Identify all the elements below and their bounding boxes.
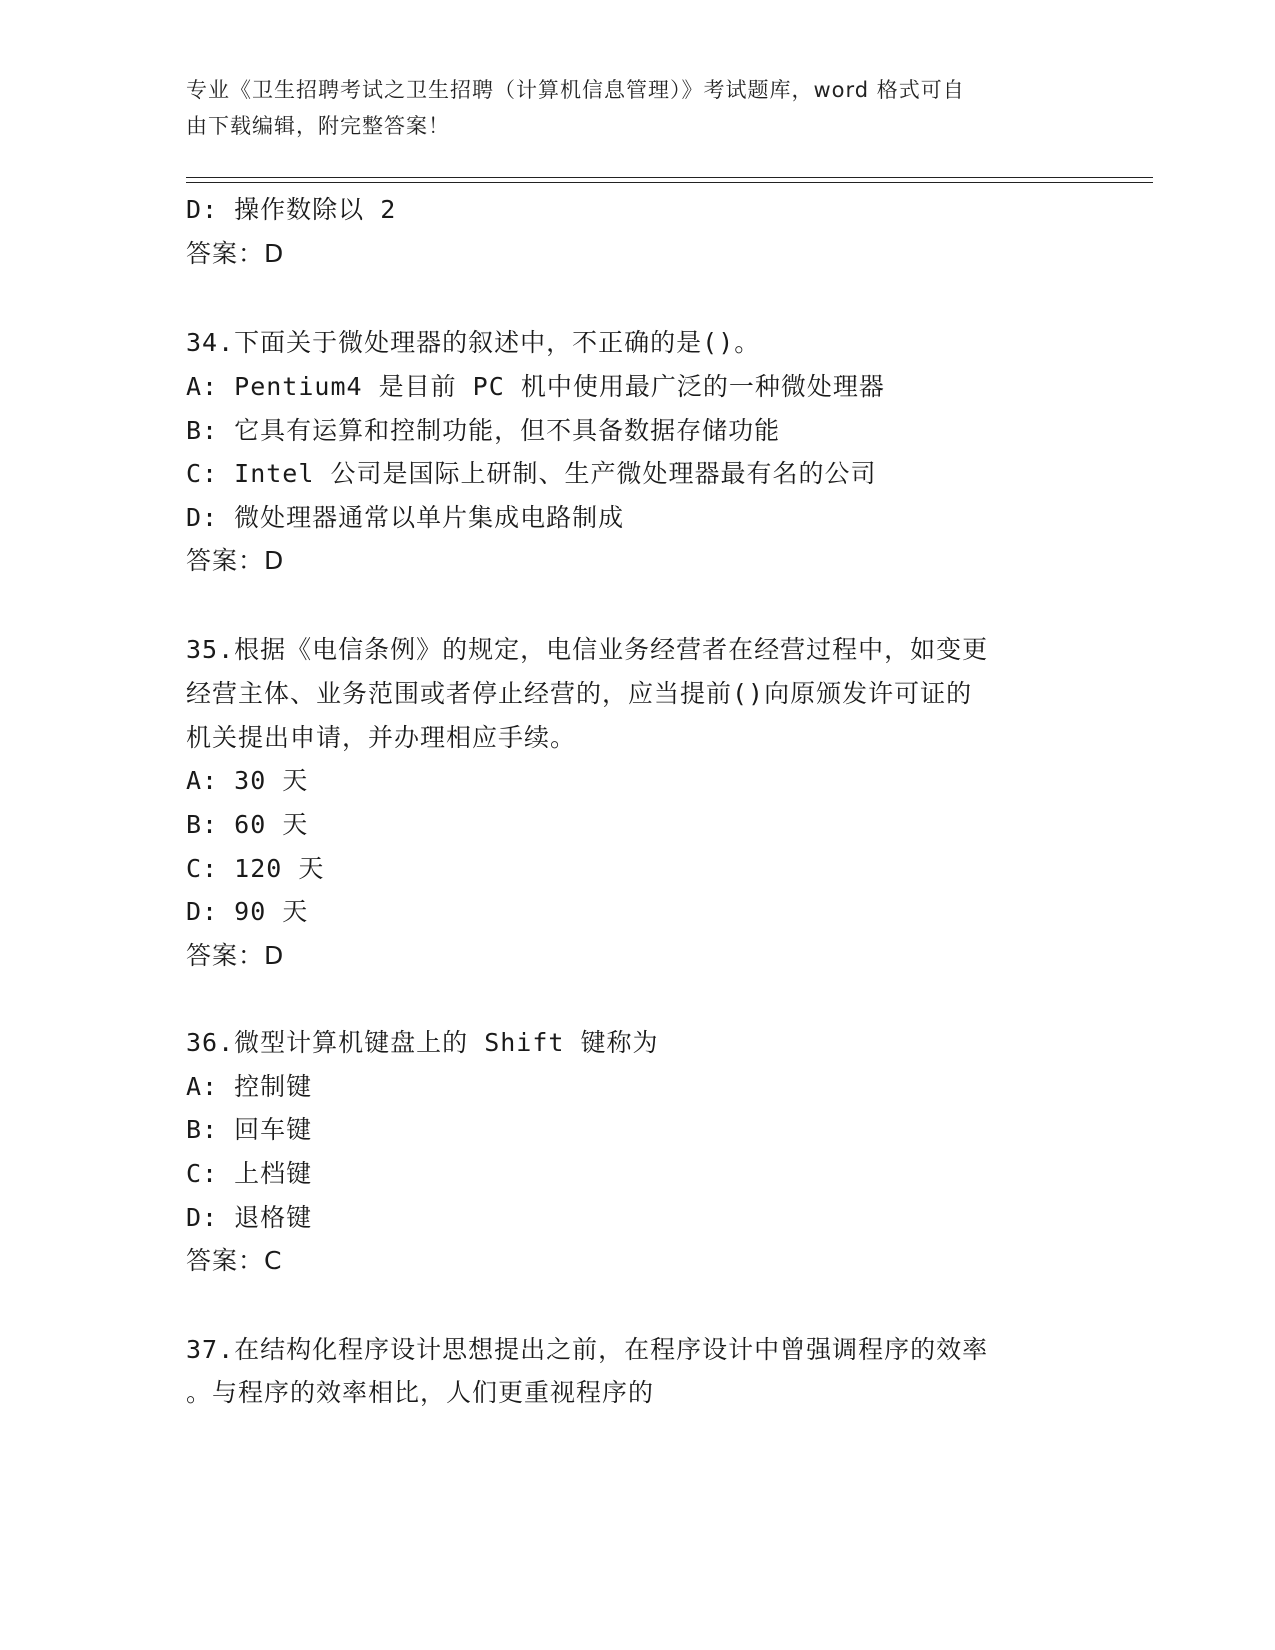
q36-option-d: D: 退格键: [186, 1203, 313, 1232]
q35-option-a: A: 30 天: [186, 766, 309, 795]
q33-option-d: D: 操作数除以 2: [186, 195, 397, 224]
header-line-2: 由下载编辑，附完整答案！: [186, 114, 450, 138]
q35-stem-line-3: 机关提出申请，并办理相应手续。: [186, 723, 577, 752]
q34-stem: 34.下面关于微处理器的叙述中，不正确的是()。: [186, 328, 761, 357]
q34-option-b: B: 它具有运算和控制功能，但不具备数据存储功能: [186, 416, 781, 445]
q35-answer: 答案：D: [186, 941, 285, 970]
q36-answer: 答案：C: [186, 1246, 283, 1275]
q34-answer: 答案：D: [186, 546, 285, 575]
q36-stem: 36.微型计算机键盘上的 Shift 键称为: [186, 1028, 659, 1057]
q35-stem-line-2: 经营主体、业务范围或者停止经营的，应当提前()向原颁发许可证的: [186, 679, 973, 708]
q36-option-b: B: 回车键: [186, 1115, 313, 1144]
header-divider-top: [186, 177, 1153, 178]
q36-option-c: C: 上档键: [186, 1159, 313, 1188]
q37-stem-line-2: 。与程序的效率相比，人们更重视程序的: [186, 1378, 655, 1407]
q35-stem-line-1: 35.根据《电信条例》的规定，电信业务经营者在经营过程中，如变更: [186, 635, 989, 664]
q36-option-a: A: 控制键: [186, 1072, 313, 1101]
q34-option-a: A: Pentium4 是目前 PC 机中使用最广泛的一种微处理器: [186, 372, 885, 401]
q35-option-d: D: 90 天: [186, 897, 309, 926]
header-divider-bottom: [186, 182, 1153, 183]
q34-option-d: D: 微处理器通常以单片集成电路制成: [186, 503, 625, 532]
q33-answer: 答案：D: [186, 239, 285, 268]
q37-stem-line-1: 37.在结构化程序设计思想提出之前，在程序设计中曾强调程序的效率: [186, 1335, 989, 1364]
q35-option-c: C: 120 天: [186, 854, 325, 883]
q34-option-c: C: Intel 公司是国际上研制、生产微处理器最有名的公司: [186, 459, 877, 488]
page-header: [186, 72, 1066, 144]
header-line-1: 专业《卫生招聘考试之卫生招聘（计算机信息管理）》考试题库，word 格式可自: [186, 78, 965, 102]
q35-option-b: B: 60 天: [186, 810, 309, 839]
